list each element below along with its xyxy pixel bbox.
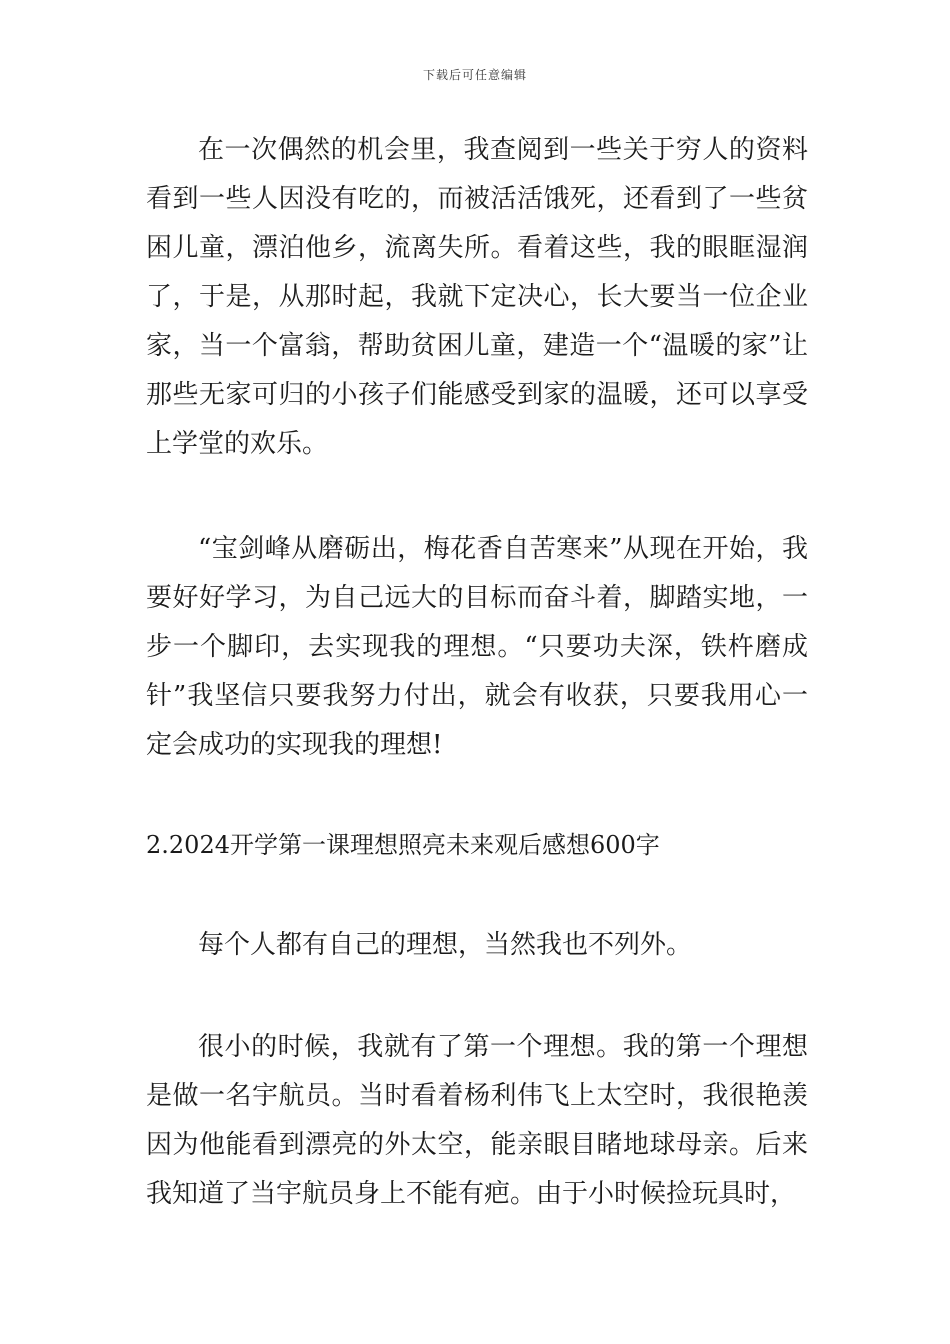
section-heading: 2.2024开学第一课理想照亮未来观后感想600字 <box>146 831 660 859</box>
paragraph-astronaut-dream: 很小的时候，我就有了第一个理想。我的第一个理想是做一名宇航员。当时看着杨利伟飞上太空时，我很艳羡因为他能看到漂亮的外太空，能亲眼目睹地球母亲。后来我知道了当宇航员身上不能有疤。由于小时候捡玩具时， <box>146 1032 808 1209</box>
paragraph-everyone-has-dream: 每个人都有自己的理想，当然我也不列外。 <box>198 930 693 960</box>
paragraph-determination: “宝剑峰从磨砺出，梅花香自苦寒来”从现在开始，我要好好学习，为自己远大的目标而奋斗着，脚踏实地，一步一个脚印，去实现我的理想。“只要功夫深，铁杵磨成针”我坚信只要我努力付出，就会有收获，只要我用心一定会成功的实现我的理想! <box>146 534 808 760</box>
paragraph-poverty-dream: 在一次偶然的机会里，我查阅到一些关于穷人的资料看到一些人因没有吃的，而被活活饿死，还看到了一些贫困儿童，漂泊他乡，流离失所。看着这些，我的眼眶湿润了，于是，从那时起，我就下定决心，长大要当一位企业家，当一个富翁，帮助贫困儿童，建造一个“温暖的家”让那些无家可归的小孩子们能感受到家的温暖，还可以享受上学堂的欢乐。 <box>146 135 808 459</box>
header-note: 下载后可任意编辑 <box>422 68 527 82</box>
